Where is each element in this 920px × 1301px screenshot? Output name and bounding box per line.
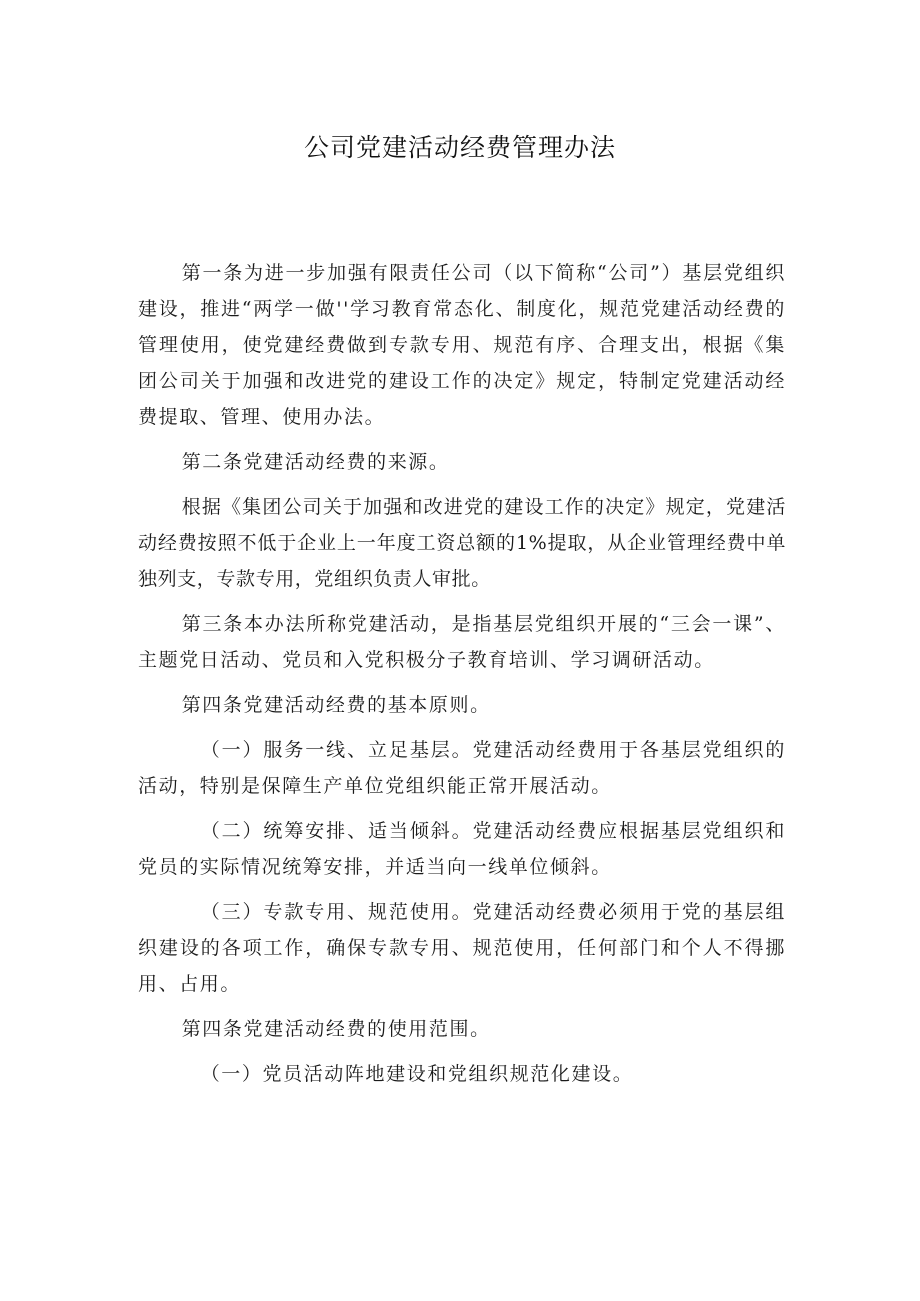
- document-body: [138, 255, 786, 1101]
- paragraph-principle-1: （一）服务一线、立足基层。党建活动经费用于各基层党组织的活动，特别是保障生产单位党组织能正常开展活动。: [138, 739, 786, 797]
- paragraph-scope-1: （一）党员活动阵地建设和党组织规范化建设。: [200, 1063, 634, 1085]
- paragraph-article-4-principles: 第四条党建活动经费的基本原则。: [181, 694, 491, 716]
- paragraph-principle-2: （二）统筹安排、适当倾斜。党建活动经费应根据基层党组织和党员的实际情况统筹安排，并适当向一线单位倾斜。: [138, 820, 786, 878]
- paragraph-article-4-scope: 第四条党建活动经费的使用范围。: [181, 1018, 491, 1040]
- paragraph-article-3: 第三条本办法所称党建活动，是指基层党组织开展的“三会一课”、主题党日活动、党员和入党积极分子教育培训、学习调研活动。: [138, 613, 786, 671]
- document-title: 公司党建活动经费管理办法: [303, 133, 616, 162]
- paragraph-funding-source: 根据《集团公司关于加强和改进党的建设工作的决定》规定，党建活动经费按照不低于企业上一年度工资总额的1%提取，从企业管理经费中单独列支，专款专用，党组织负责人审批。: [138, 496, 786, 590]
- paragraph-principle-3: （三）专款专用、规范使用。党建活动经费必须用于党的基层组织建设的各项工作，确保专款专用、规范使用，任何部门和个人不得挪用、占用。: [138, 901, 786, 995]
- paragraph-article-2: 第二条党建活动经费的来源。: [181, 451, 450, 473]
- paragraph-article-1: 第一条为进一步加强有限责任公司（以下简称“公司”）基层党组织建设，推进“两学一做''学习教育常态化、制度化，规范党建活动经费的管理使用，使党建经费做到专款专用、规范有序、合理支出，根据《集团公司关于加强和改进党的建设工作的决定》规定，特制定党建活动经费提取、管理、使用办法。: [138, 262, 786, 428]
